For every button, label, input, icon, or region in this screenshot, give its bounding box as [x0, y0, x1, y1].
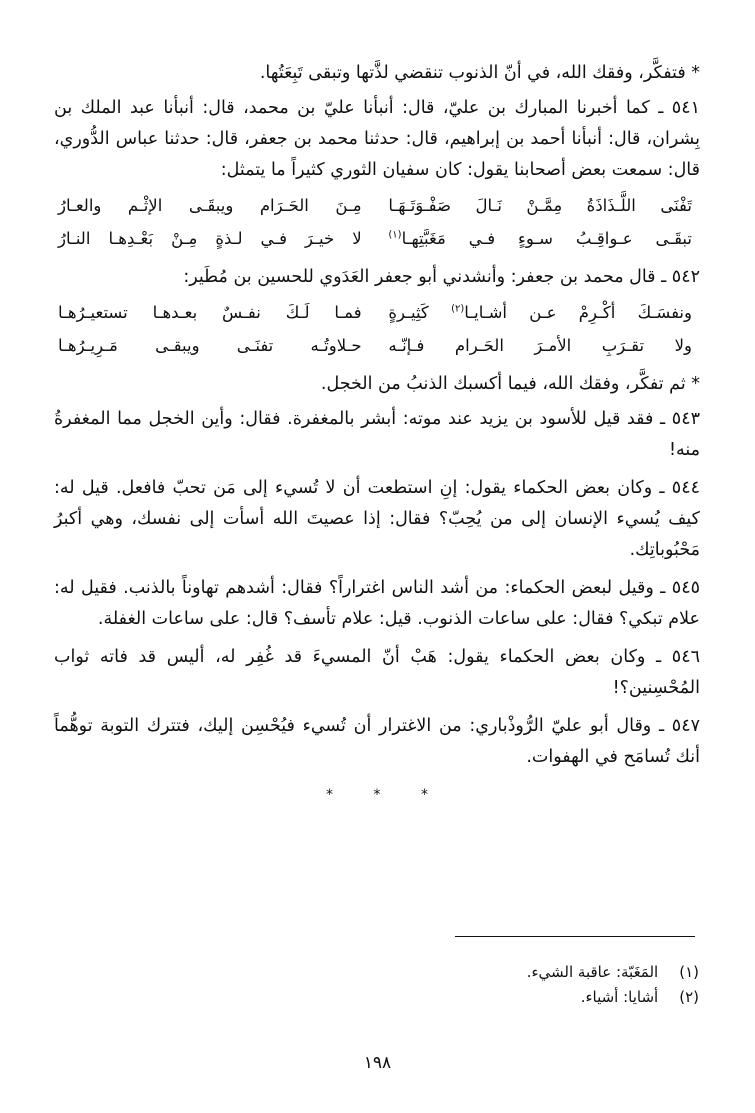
verse-text: تبقَـى عـواقِـبُ سـوءٍ فـي مَغَبَّتِهـا	[401, 229, 692, 248]
paragraph-541: ٥٤١ ـ كما أخبرنا المبارك بن عليّ، قال: أنبأنا عليّ بن محمد، قال: أنبأنا عبد الملك بن بِشران، قال: أنبأنا أحمد بن إبراهيم، قال: حدثنا محمد بن جعفر، قال: حدثنا عباس الدُّوري، قال: سمعت بعض أصحابنا يقول: كان سفيان الثوري كثيراً ما يتمثل:	[54, 98, 700, 180]
verse-hemistich: لا خيـرَ فـي لـذةٍ مِـنْ بَعْـدِهـا النـارُ	[58, 229, 362, 248]
paragraph-543: ٥٤٣ ـ فقد قيل للأسود بن يزيد عند موته: أبشر بالمغفرة. فقال: وأين الخجل مما المغفرةُ منه!	[54, 409, 700, 460]
paragraph-544: ٥٤٤ ـ وكان بعض الحكماء يقول: إنِ استطعت أن لا تُسيء إلى مَن تحبّ فافعل. قيل له: كيف يُسيء الإنسان إلى من يُحِبّ؟ فقال: إذا عصيتَ الله أسأت إلى نفسك، وهي أكبرُ مَحْبُوباتِك.	[54, 478, 700, 560]
poem-2	[54, 297, 700, 361]
poem-1	[54, 190, 700, 254]
footnote-text: أشايا: أشياء.	[580, 988, 659, 1006]
verse-hemistich: فمـا لَـكَ نفـسٌ بعـدهـا تستعيـرُهـا	[58, 303, 362, 322]
footnote-item	[299, 960, 699, 985]
verse-hemistich: ولا تقـرَبِ الأمـرَ الحَـرام فـإنّـه	[388, 336, 692, 355]
paragraph-intro: * فتفكَّر، وفقك الله، في أنّ الذنوب تنقضي لذَّتها وتبقى تَبِعَتُها.	[259, 63, 700, 83]
footnote-number: (٢)	[679, 988, 699, 1006]
paragraph-546: ٥٤٦ ـ وكان بعض الحكماء يقول: هَبْ أنّ المسيءَ قد غُفِر له، أليس قد فاته ثواب المُحْسِنين؟!	[54, 647, 700, 698]
page-body	[54, 58, 700, 811]
verse-hemistich	[388, 223, 700, 254]
verse-line	[54, 330, 700, 361]
section-divider-stars: * * *	[326, 787, 446, 803]
verse-text: كَثِيـرةٍ	[388, 303, 452, 322]
verse-hemistich	[388, 297, 700, 328]
footnote-marker: (١)	[388, 229, 402, 241]
footnote-text: المَغَبّة: عاقبة الشيء.	[526, 963, 659, 981]
verse-line	[54, 190, 700, 221]
footnote-marker: (٢)	[451, 303, 465, 315]
paragraph-547: ٥٤٧ ـ وقال أبو عليّ الرُّوذْباري: من الاغترار أن تُسيء فيُحْسِن إليك، فتترك التوبة توهُّماً أنك تُسامَح في الهفوات.	[54, 716, 700, 767]
verse-line	[54, 297, 700, 328]
verse-text: ونفسَـكَ أكْـرِمْ عـن أشـايـا	[464, 303, 692, 322]
footnotes	[299, 960, 699, 1010]
verse-hemistich: تَفْنَى اللَّـذَاذَةُ مِمَّـنْ نَـالَ صَفْـوَتَـهَـا	[388, 196, 692, 215]
paragraph-542: ٥٤٢ ـ قال محمد بن جعفر: وأنشدني أبو جعفر العَدَوي للحسين بن مُطَير:	[183, 267, 700, 287]
footnote-rule	[455, 936, 695, 937]
verse-hemistich: مِـنَ الحَـرَام ويبقَـى الإثْـم والعـارُ	[58, 196, 362, 215]
page-number: ١٩٨	[363, 1053, 392, 1073]
verse-line	[54, 223, 700, 254]
footnote-item	[299, 985, 699, 1010]
paragraph-think: * ثم تفكَّر، وفقك الله، فيما أكسبك الذنبُ من الخجل.	[320, 374, 700, 394]
paragraph-545: ٥٤٥ ـ وقيل لبعض الحكماء: من أشد الناس اغتراراً؟ فقال: أشدهم تهاوناً بالذنب. فقيل له: علام تبكي؟ فقال: على ساعات الذنوب. قيل: علام تأسف؟ قال: على ساعات الغفلة.	[54, 578, 700, 629]
footnote-number: (١)	[679, 963, 699, 981]
verse-hemistich: حـلاوتُـه تفنَـى ويبقـى مَـرِيـرُهـا	[58, 336, 362, 355]
